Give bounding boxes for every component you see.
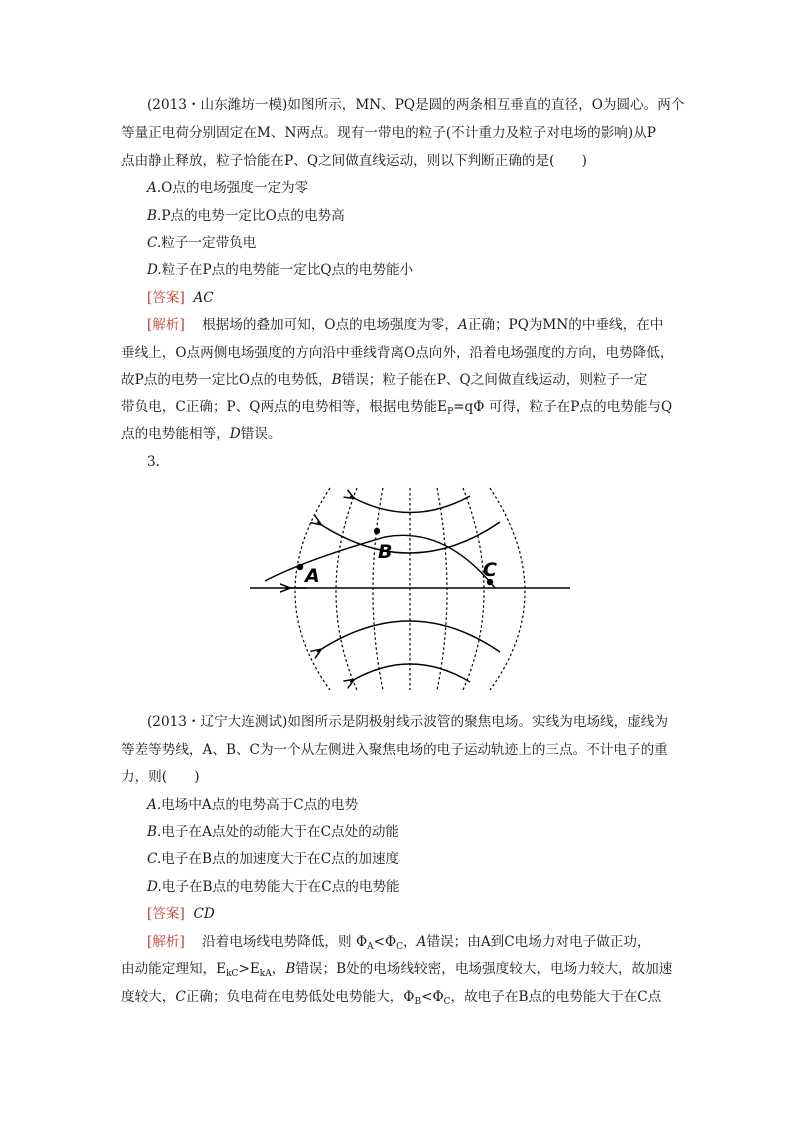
option-text: 电子在B点的电势能大于在C点的电势能 [161, 879, 400, 895]
analysis-text: 根据场的叠加可知，O点的电场强度为零， [202, 317, 458, 333]
q3-answer [147, 904, 215, 924]
option-letter: C. [147, 235, 162, 251]
option-letter: A. [147, 180, 162, 196]
focusing-field-figure [245, 484, 575, 694]
q3-number: 3. [147, 454, 160, 470]
q2-option-b [147, 206, 345, 226]
option-letter: B. [147, 824, 162, 840]
q3-option-c [147, 849, 399, 869]
analysis-text: =qΦ 可得，粒子在P点的电势能与Q [453, 399, 673, 415]
q2-stem-line-2: 等量正电荷分别固定在M、N两点。现有一带电的粒子(不计重力及粒子对电场的影响)从P [121, 125, 656, 141]
q3-stem-line-3: 力，则( ) [121, 769, 200, 785]
q3-analysis-line-3 [121, 987, 661, 1012]
subscript: A [367, 942, 374, 952]
option-text: O点的电场强度一定为零 [161, 180, 309, 196]
analysis-text: 错误；B处的电场线较密，电场强度较大，电场力较大，故加速 [295, 961, 673, 977]
q2-stem-line-1: (2013・山东潍坊一模)如图所示，MN、PQ是圆的两条相互垂直的直径，O为圆心。两个 [147, 97, 685, 113]
subscript: kA [259, 969, 272, 979]
option-text: 粒子一定带负电 [161, 235, 257, 251]
analysis-text: >E [238, 961, 260, 977]
q2-analysis-line-3 [121, 370, 647, 390]
q2-analysis-line-4 [121, 397, 672, 422]
q3-option-b [147, 822, 399, 842]
q2-analysis-line-1 [147, 315, 663, 335]
q3-stem-line-2: 等差等势线，A、B、C为一个从左侧进入聚焦电场的电子运动轨迹上的三点。不计电子的重 [121, 742, 668, 758]
analysis-text: ， [271, 961, 286, 977]
analysis-letter: C [175, 989, 186, 1005]
label-c: C [483, 559, 497, 581]
answer-tag: [答案] [147, 290, 185, 306]
analysis-letter: B [331, 372, 342, 388]
point-b-dot [374, 528, 380, 534]
option-letter: D. [147, 262, 162, 278]
q2-analysis-line-2: 垂线上，O点两侧电场强度的方向沿中垂线背离O点向外，沿着电场强度的方向，电势降低， [121, 345, 674, 361]
option-letter: C. [147, 851, 162, 867]
q2-stem-line-3: 点由静止释放，粒子恰能在P、Q之间做直线运动，则以下判断正确的是( ) [121, 153, 587, 169]
analysis-text: 由动能定理知，E [121, 961, 227, 977]
option-letter: A. [147, 797, 162, 813]
analysis-text: 错误。 [240, 426, 282, 442]
analysis-text: ， [403, 934, 417, 950]
answer-value: AC [193, 290, 214, 306]
analysis-letter: D [229, 426, 241, 442]
q3-option-a [147, 795, 358, 815]
analysis-letter: A [416, 934, 427, 950]
q3-analysis-line-2 [121, 959, 672, 984]
subscript: P [447, 407, 454, 417]
q3-analysis-line-1 [147, 932, 651, 957]
q3-option-d [147, 877, 400, 897]
field-diagram [245, 484, 575, 694]
label-b: B [378, 541, 393, 563]
option-letter: D. [147, 879, 162, 895]
analysis-text: 错误；由A到C电场力对电子做正功， [426, 934, 651, 950]
q2-analysis-line-5 [121, 424, 281, 444]
analysis-text: 带负电，C正确；P、Q两点的电势相等，根据电势能E [121, 399, 448, 415]
analysis-text: <Φ [421, 989, 444, 1005]
q3-stem-line-1: (2013・辽宁大连测试)如图所示是阴极射线示波管的聚焦电场。实线为电场线，虚线为 [147, 714, 668, 730]
analysis-text: 沿着电场线电势降低，则 Φ [202, 934, 368, 950]
equipotential-lines [295, 488, 525, 690]
q2-option-d [147, 260, 413, 280]
answer-value: CD [193, 906, 215, 922]
label-a: A [305, 565, 320, 587]
option-text: 粒子在P点的电势能一定比Q点的电势能小 [161, 262, 414, 278]
analysis-text: 故P点的电势一定比O点的电势低， [121, 372, 332, 388]
analysis-letter: A [457, 317, 468, 333]
q2-option-a [147, 178, 308, 198]
subscript: B [414, 997, 422, 1007]
q2-answer [147, 288, 214, 308]
analysis-text: 点的电势能相等， [121, 426, 230, 442]
analysis-letter: B [285, 961, 296, 977]
point-a-dot [297, 564, 303, 570]
q2-option-c [147, 233, 256, 253]
option-text: P点的电势一定比O点的电势高 [161, 208, 345, 224]
option-text: 电子在A点处的动能大于在C点处的动能 [161, 824, 400, 840]
option-letter: B. [147, 208, 162, 224]
analysis-text: 错误；粒子能在P、Q之间做直线运动，则粒子一定 [341, 372, 648, 388]
analysis-tag: [解析] [147, 317, 185, 333]
analysis-text: ，故电子在B点的电势能大于在C点 [450, 989, 662, 1005]
option-text: 电场中A点的电势高于C点的电势 [161, 797, 359, 813]
option-text: 电子在B点的加速度大于在C点的加速度 [161, 851, 400, 867]
subscript: C [396, 942, 404, 952]
subscript: kC [226, 969, 239, 979]
answer-tag: [答案] [147, 906, 185, 922]
analysis-text: 正确；负电荷在电势低处电势能大，Φ [185, 989, 415, 1005]
analysis-text: 正确；PQ为MN的中垂线，在中 [467, 317, 664, 333]
analysis-tag: [解析] [147, 934, 185, 950]
analysis-text: <Φ [373, 934, 397, 950]
analysis-text: 度较大， [121, 989, 176, 1005]
subscript: C [443, 997, 451, 1007]
